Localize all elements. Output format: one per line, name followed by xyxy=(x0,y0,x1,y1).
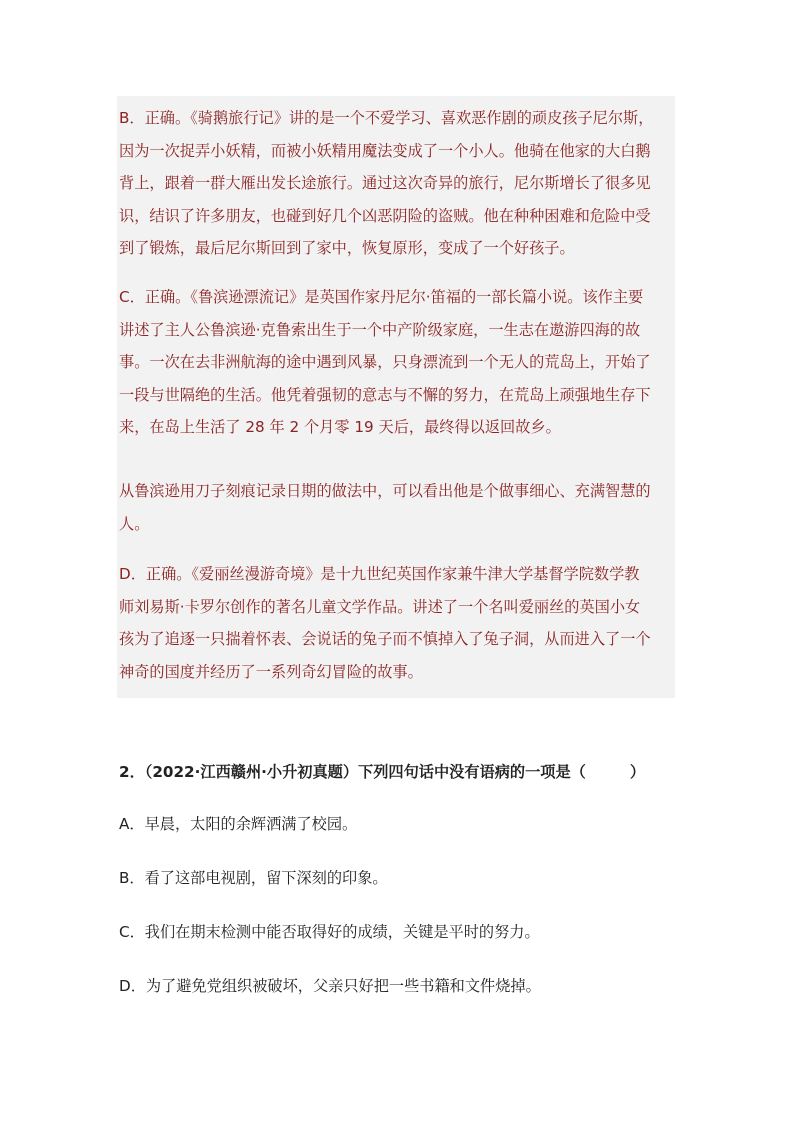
text-line: 识，结识了许多朋友，也碰到好几个凶恶阴险的盗贼。他在种种困难和危险中受 xyxy=(119,206,651,225)
question-option-c: C．我们在期末检测中能否取得好的成绩，关键是平时的努力。 xyxy=(119,923,540,941)
text-line: 事。一次在去非洲航海的途中遇到风暴，只身漂流到一个无人的荒岛上，开始了 xyxy=(119,353,651,371)
text-line: C．正确。《鲁滨逊漂流记》是英国作家丹尼尔·笛福的一部长篇小说。该作主要 xyxy=(119,288,644,306)
explanation-option-d xyxy=(119,558,675,688)
text-line: D．正确。《爱丽丝漫游奇境》是十九世纪英国作家兼牛津大学基督学院数学教 xyxy=(119,565,640,583)
text-line: 来，在岛上生活了 28 年 2 个月零 19 天后，最终得以返回故乡。 xyxy=(119,418,561,436)
text-line: 到了锻炼，最后尼尔斯回到了家中，恢复原形，变成了一个好孩子。 xyxy=(119,239,575,257)
question-option-d: D．为了避免党组织被破坏，父亲只好把一些书籍和文件烧掉。 xyxy=(119,977,541,995)
text-line: 师刘易斯·卡罗尔创作的著名儿童文学作品。讲述了一个名叫爱丽丝的英国小女 xyxy=(119,597,641,616)
explanation-option-c xyxy=(119,281,675,444)
text-line: 神奇的国度并经历了一系列奇幻冒险的故事。 xyxy=(119,662,423,681)
question-stem-end: ） xyxy=(629,763,646,781)
text-line: B．正确。《骑鹅旅行记》讲的是一个不爱学习、喜欢恶作剧的顽皮孩子尼尔斯， xyxy=(119,109,654,127)
text-line: 孩为了追逐一只揣着怀表、会说话的兔子而不慎掉入了兔子洞，从而进入了一个 xyxy=(119,630,651,648)
text-line: 一段与世隔绝的生活。他凭着强韧的意志与不懈的努力，在荒岛上顽强地生存下 xyxy=(119,385,651,404)
text-line: 因为一次捉弄小妖精，而被小妖精用魔法变成了一个小人。他骑在他家的大白鹅 xyxy=(119,141,651,160)
question-option-a: A．早晨，太阳的余辉洒满了校园。 xyxy=(119,815,358,833)
explanation-option-c-conclusion xyxy=(119,475,675,540)
question-stem-text: 2．（2022·江西赣州·小升初真题）下列四句话中没有语病的一项是（ xyxy=(119,763,586,781)
question-option-b: B．看了这部电视剧，留下深刻的印象。 xyxy=(119,869,388,887)
explanation-option-b xyxy=(119,102,675,265)
text-line: 从鲁滨逊用刀子刻痕记录日期的做法中，可以看出他是个做事细心、充满智慧的 xyxy=(119,482,651,500)
text-line: 讲述了主人公鲁滨逊·克鲁索出生于一个中产阶级家庭，一生志在遨游四海的故 xyxy=(119,320,641,339)
text-line: 人。 xyxy=(119,514,150,533)
question-stem xyxy=(119,762,679,782)
text-line: 背上，跟着一群大雁出发长途旅行。通过这次奇异的旅行，尼尔斯增长了很多见 xyxy=(119,174,651,192)
